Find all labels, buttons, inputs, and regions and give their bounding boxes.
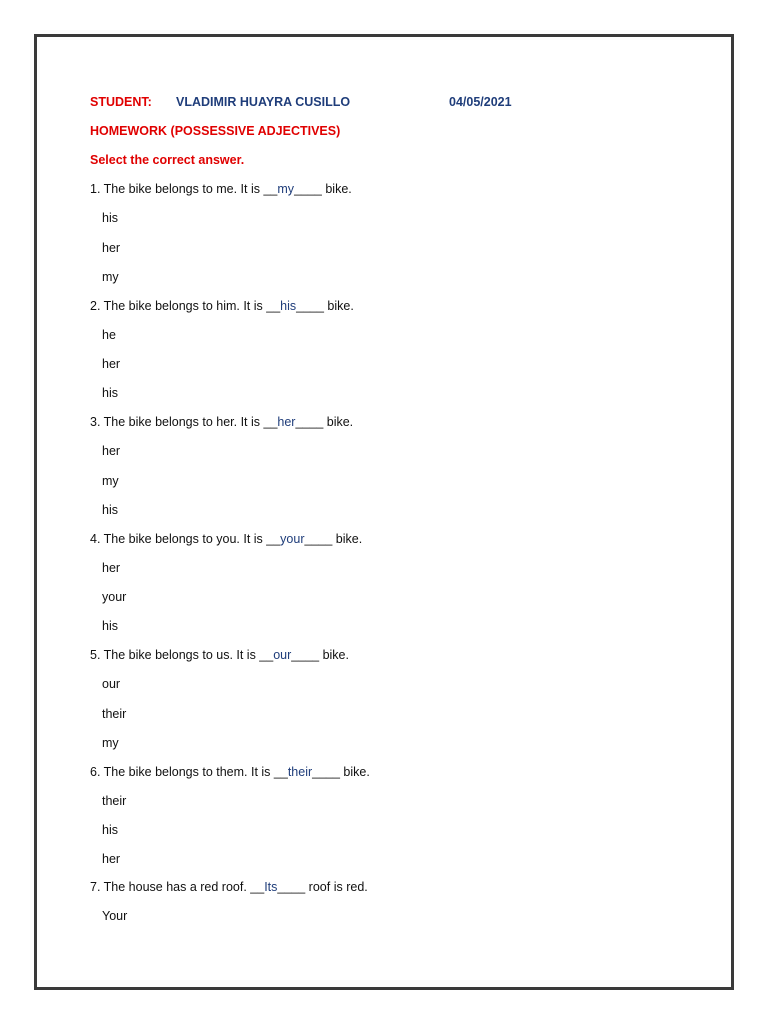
option: my (102, 474, 119, 488)
option: my (102, 736, 119, 750)
question-3 (90, 415, 353, 429)
option: his (102, 503, 118, 517)
question-text: 5. The bike belongs to us. It is __ (90, 648, 274, 662)
option: your (102, 590, 127, 604)
option: his (102, 211, 118, 225)
answer: their (287, 765, 313, 779)
question-text: 1. The bike belongs to me. It is __ (90, 182, 278, 196)
question-text: 7. The house has a red roof. __ (90, 880, 265, 894)
question-6 (90, 765, 370, 779)
question-suffix: ____ bike. (304, 532, 363, 546)
question-5 (90, 648, 349, 662)
option: his (102, 619, 118, 633)
option: Your (102, 909, 128, 923)
option: his (102, 823, 118, 837)
answer: his (280, 299, 297, 313)
student-label: STUDENT: (90, 95, 152, 109)
question-text: 4. The bike belongs to you. It is __ (90, 532, 281, 546)
question-text: 6. The bike belongs to them. It is __ (90, 765, 288, 779)
date: 04/05/2021 (449, 95, 512, 109)
question-suffix: ____ bike. (294, 182, 352, 196)
question-suffix: ____ bike. (295, 415, 354, 429)
option: her (102, 561, 121, 575)
question-2 (90, 299, 354, 313)
option: her (102, 444, 121, 458)
answer: our (273, 648, 292, 662)
question-suffix: ____ bike. (296, 299, 354, 313)
question-suffix: ____ bike. (312, 765, 370, 779)
question-text: 2. The bike belongs to him. It is __ (90, 299, 281, 313)
option: his (102, 386, 118, 400)
question-text: 3. The bike belongs to her. It is __ (90, 415, 278, 429)
answer: my (277, 182, 295, 196)
option: her (102, 357, 121, 371)
answer: her (277, 415, 296, 429)
answer: your (280, 532, 305, 546)
option: her (102, 241, 121, 255)
question-suffix: ____ bike. (291, 648, 349, 662)
homework-title: HOMEWORK (POSSESSIVE ADJECTIVES) (90, 124, 341, 138)
option: their (102, 707, 127, 721)
question-4 (90, 532, 362, 546)
question-7 (90, 880, 368, 894)
option: my (102, 270, 119, 284)
instruction: Select the correct answer. (90, 153, 245, 167)
option: our (102, 677, 121, 691)
option: her (102, 852, 121, 866)
option: he (102, 328, 116, 342)
question-suffix: ____ roof is red. (277, 880, 368, 894)
question-1 (90, 182, 352, 196)
option: their (102, 794, 127, 808)
student-name: VLADIMIR HUAYRA CUSILLO (176, 95, 351, 109)
document-page (34, 34, 734, 990)
answer: Its (264, 880, 278, 894)
